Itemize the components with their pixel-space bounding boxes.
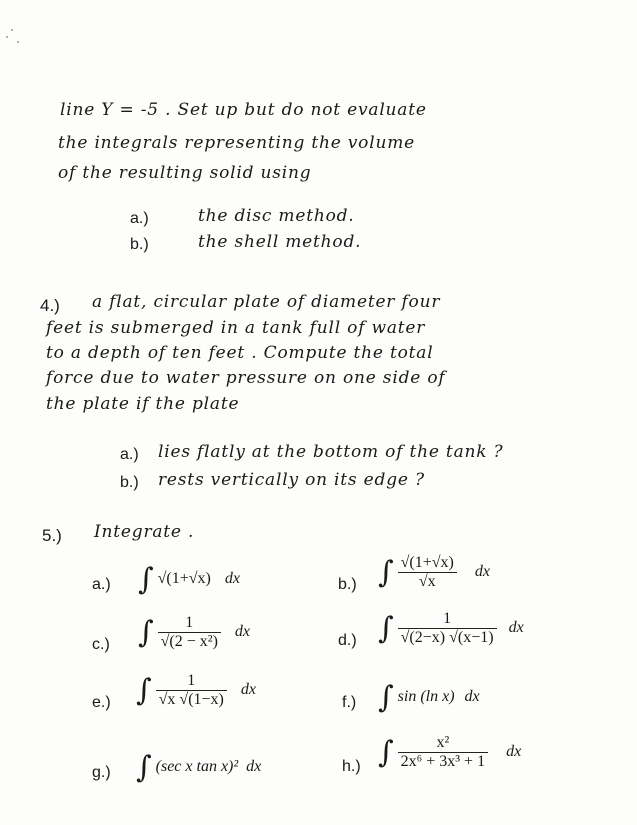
problem5-item-b-expr [378, 554, 490, 591]
problem5-item-d-expr [378, 610, 524, 647]
differential: dx [234, 623, 251, 641]
fraction [398, 610, 497, 647]
denominator: √(2 − x²) [160, 633, 218, 650]
integrand: √(1+√x) [157, 570, 211, 588]
numerator: √(1+√x) [398, 554, 457, 573]
denominator: √x [418, 573, 436, 590]
denominator: 2x⁶ + 3x³ + 1 [400, 753, 486, 770]
differential: dx [246, 758, 262, 776]
problem3-part-a-text: the disc method. [198, 206, 355, 226]
problem5-item-c-expr [138, 614, 250, 651]
fraction [398, 554, 457, 591]
problem5-item-h-expr [378, 734, 521, 771]
numerator: 1 [398, 610, 497, 629]
problem5-item-b-label: b.) [338, 576, 357, 593]
problem4-part-b-label: b.) [120, 474, 139, 491]
integrand: (sec x tan x)² [155, 758, 239, 776]
problem4-line3: to a depth of ten feet . Compute the total [46, 343, 434, 363]
numerator: x² [398, 734, 488, 753]
problem4-line4: force due to water pressure on one side of [46, 368, 446, 388]
problem5-item-g-label: g.) [92, 764, 111, 781]
problem5-heading: Integrate . [94, 522, 195, 542]
integral-sign: ∫ [136, 750, 152, 785]
integral-sign: ∫ [138, 615, 154, 650]
problem4-line2: feet is submerged in a tank full of water [46, 318, 426, 338]
problem4-part-a-label: a.) [120, 446, 139, 463]
problem5-item-a-expr [138, 562, 240, 597]
integral-sign: ∫ [378, 555, 394, 590]
differential: dx [508, 619, 524, 637]
problem4-line5: the plate if the plate [46, 394, 240, 414]
problem5-item-f-label: f.) [342, 694, 357, 711]
integral-sign: ∫ [138, 562, 154, 597]
scan-speck [11, 29, 13, 31]
problem3-part-b-label: b.) [130, 236, 149, 253]
problem5-item-e-expr [136, 672, 256, 709]
fraction [158, 614, 221, 651]
problem4-line1: a flat, circular plate of diameter four [92, 292, 441, 312]
integral-sign: ∫ [378, 735, 394, 770]
problem5-item-d-label: d.) [338, 632, 357, 649]
problem5-item-g-expr [136, 750, 261, 785]
scan-speck [17, 41, 19, 43]
differential: dx [474, 563, 490, 581]
problem5-item-f-expr [378, 680, 480, 715]
problem5-item-a-label: a.) [92, 576, 111, 593]
problem4-part-b-text: rests vertically on its edge ? [158, 470, 425, 490]
integrand: sin (ln x) [397, 688, 455, 706]
problem3-part-a-label: a.) [130, 210, 149, 227]
integral-sign: ∫ [378, 680, 394, 715]
problem5-item-e-label: e.) [92, 694, 111, 711]
differential: dx [464, 688, 480, 706]
problem3-part-b-text: the shell method. [198, 232, 362, 252]
fraction [156, 672, 227, 709]
differential: dx [224, 570, 240, 588]
integral-sign: ∫ [136, 673, 152, 708]
problem3-line2: the integrals representing the volume [58, 133, 415, 153]
problem5-item-h-label: h.) [342, 758, 361, 775]
denominator: √(2−x) √(x−1) [400, 629, 494, 646]
problem3-line1: line Y = -5 . Set up but do not evaluate [60, 100, 427, 120]
fraction [398, 734, 488, 771]
differential: dx [506, 743, 522, 761]
problem4-part-a-text: lies flatly at the bottom of the tank ? [158, 442, 504, 462]
scan-speck [6, 36, 8, 38]
problem5-number: 5.) [42, 526, 62, 545]
problem3-line3: of the resulting solid using [58, 163, 312, 183]
denominator: √x √(1−x) [158, 691, 224, 708]
problem5-item-c-label: c.) [92, 636, 110, 653]
differential: dx [240, 681, 256, 699]
numerator: 1 [156, 672, 227, 691]
problem4-number: 4.) [40, 296, 60, 315]
integral-sign: ∫ [378, 611, 394, 646]
numerator: 1 [158, 614, 221, 633]
